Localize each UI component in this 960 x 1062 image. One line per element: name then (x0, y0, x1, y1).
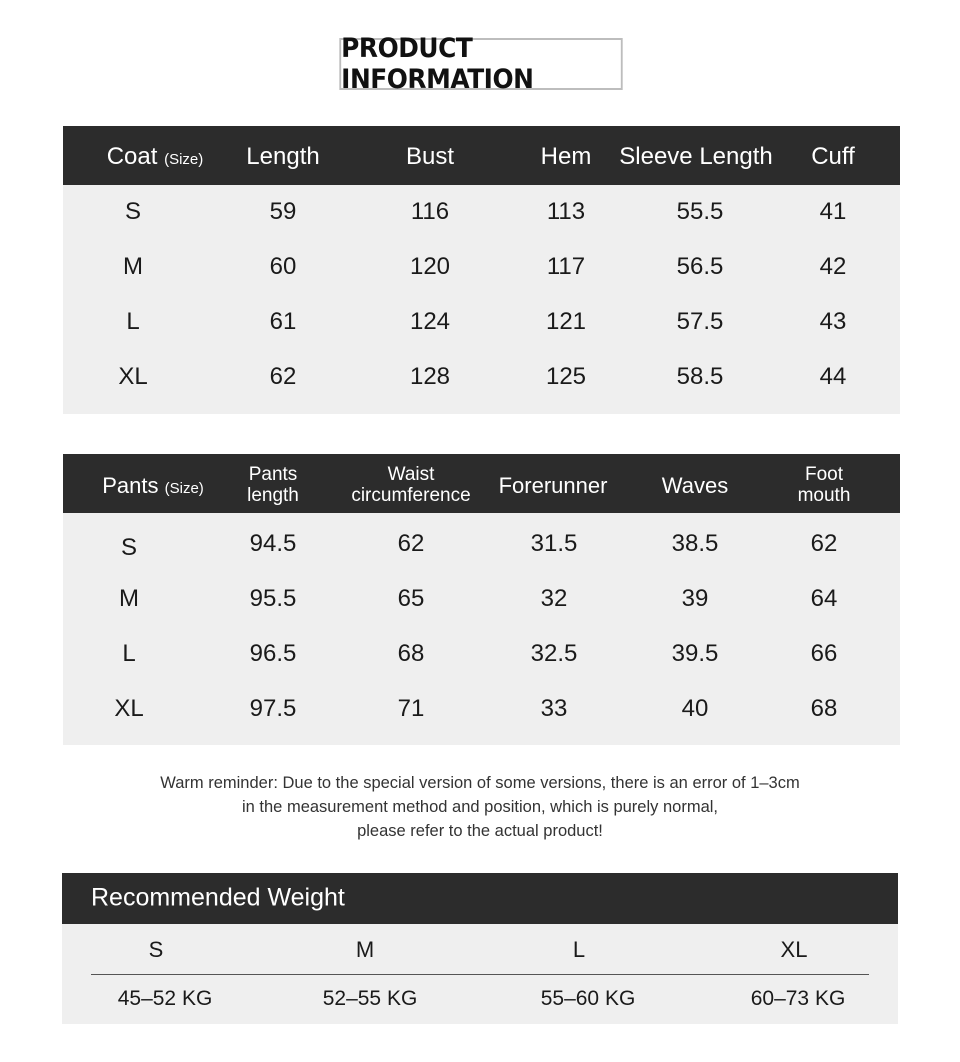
size-label: S (148, 937, 164, 962)
size-label: S (120, 534, 138, 561)
pants-header-foot-mouth: Foot mouth (797, 464, 851, 506)
pants-table-header (63, 454, 900, 513)
weight-value: 60–73 KG (750, 987, 846, 1010)
waist-value: 68 (397, 640, 425, 667)
length-value: 62 (269, 363, 297, 390)
bust-value: 120 (409, 253, 451, 280)
sleeve-length-value: 57.5 (676, 308, 724, 335)
weight-value: 52–55 KG (322, 987, 418, 1010)
pants-header-forerunner: Forerunner (498, 473, 608, 498)
waist-value: 62 (397, 530, 425, 557)
size-label: M (123, 253, 143, 280)
cuff-value: 44 (819, 363, 847, 390)
coat-header-length: Length (246, 143, 320, 170)
coat-header-bust: Bust (405, 143, 455, 170)
cuff-value: 42 (819, 253, 847, 280)
bust-value: 128 (409, 363, 451, 390)
size-label: L (122, 640, 136, 667)
coat-size-table (63, 126, 900, 414)
coat-table-header (63, 126, 900, 185)
forerunner-value: 32 (540, 585, 568, 612)
foot-mouth-value: 68 (810, 695, 838, 722)
length-value: 60 (269, 253, 297, 280)
size-label: M (119, 585, 139, 612)
pants-size-table (63, 454, 900, 745)
size-label: XL (780, 937, 808, 962)
forerunner-value: 31.5 (530, 530, 578, 557)
size-label: XL (114, 695, 144, 722)
pants-header-waist: Waist circumference (351, 464, 471, 506)
waves-value: 39.5 (671, 640, 719, 667)
coat-header-cuff: Cuff (811, 143, 855, 170)
reminder-line: please refer to the actual product! (357, 822, 603, 840)
reminder-line: in the measurement method and position, which is purely normal, (242, 798, 718, 816)
hem-value: 117 (546, 253, 586, 280)
size-label: L (126, 308, 140, 335)
hem-value: 125 (545, 363, 587, 390)
foot-mouth-value: 62 (810, 530, 838, 557)
size-label: L (572, 937, 586, 962)
pants-header-waves: Waves (661, 473, 729, 498)
weight-table-header (62, 873, 898, 924)
weight-value: 55–60 KG (540, 987, 636, 1010)
waves-value: 40 (681, 695, 709, 722)
foot-mouth-value: 66 (810, 640, 838, 667)
pants-header-size: Pants (Size) (102, 473, 204, 498)
size-label: S (124, 198, 142, 225)
waves-value: 38.5 (671, 530, 719, 557)
page-title: PRODUCT INFORMATION (339, 38, 622, 90)
divider (91, 974, 869, 975)
recommended-weight-table (62, 873, 898, 1024)
reminder-line: Warm reminder: Due to the special version of some versions, there is an error of 1–3cm (160, 774, 800, 792)
pants-length-value: 96.5 (249, 640, 297, 667)
cuff-value: 41 (819, 198, 847, 225)
hem-value: 121 (545, 308, 587, 335)
coat-header-sleeve-length: Sleeve Length (619, 143, 773, 170)
length-value: 61 (269, 308, 297, 335)
pants-length-value: 97.5 (249, 695, 297, 722)
forerunner-value: 32.5 (530, 640, 578, 667)
sleeve-length-value: 56.5 (676, 253, 724, 280)
pants-length-value: 94.5 (249, 530, 297, 557)
sleeve-length-value: 55.5 (676, 198, 724, 225)
cuff-value: 43 (819, 308, 847, 335)
forerunner-value: 33 (540, 695, 568, 722)
size-label: M (355, 937, 375, 962)
pants-length-value: 95.5 (249, 585, 297, 612)
waist-value: 65 (397, 585, 425, 612)
bust-value: 116 (410, 198, 450, 225)
weight-table-title: Recommended Weight (91, 883, 345, 912)
pants-header-length: Pants length (247, 464, 299, 506)
foot-mouth-value: 64 (810, 585, 838, 612)
length-value: 59 (269, 198, 297, 225)
waves-value: 39 (681, 585, 709, 612)
coat-header-hem: Hem (540, 143, 592, 170)
bust-value: 124 (409, 308, 451, 335)
weight-value: 45–52 KG (117, 987, 213, 1010)
coat-header-size: Coat (Size) (106, 143, 204, 170)
warm-reminder-note (0, 771, 960, 843)
sleeve-length-value: 58.5 (676, 363, 724, 390)
waist-value: 71 (397, 695, 425, 722)
size-label: XL (118, 363, 148, 390)
hem-value: 113 (546, 198, 586, 225)
